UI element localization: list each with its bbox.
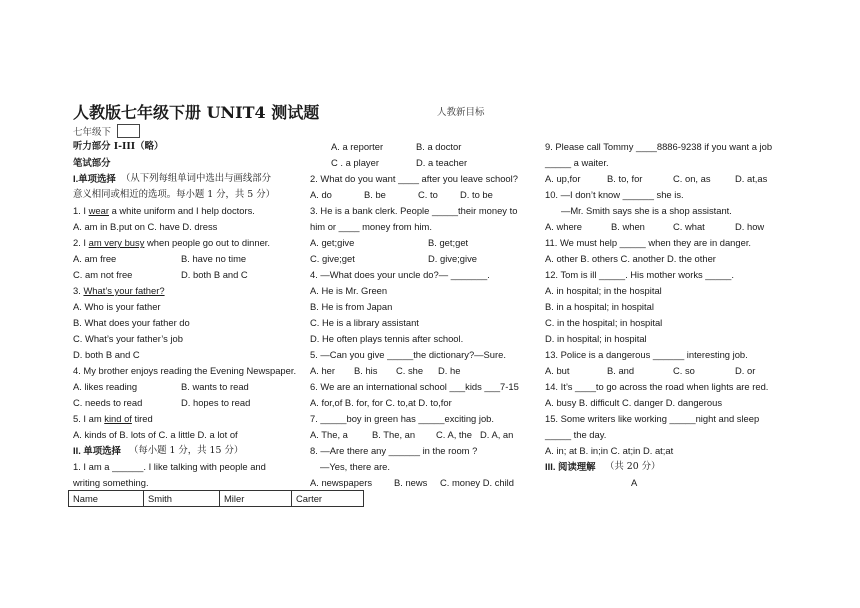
option-d: D. A, an [480,429,514,440]
question-3: 3. He is a bank clerk. People _____their money to [310,205,518,216]
question-7: 7. _____boy in green has _____exciting job. [310,413,494,424]
option-d: D. or [735,365,756,376]
option-a: A. her [310,365,336,376]
option-c: C. what [673,221,705,232]
question-10-reply: —Mr. Smith says she is a shop assistant. [561,205,732,216]
option-a: A. get;give [310,237,355,248]
option-b: B. wants to read [181,381,249,392]
page-title: 人教版七年级下册 UNIT4 测试题 [73,103,320,122]
option-d: D. to be [460,189,493,200]
left-column [73,139,303,491]
table-cell: Name [69,491,144,507]
question-1: 1. I wear a white uniform and I help doctors. [73,205,255,216]
option-b: B. a doctor [416,141,462,152]
section1-note: （从下列每组单词中选出与画线部分 [121,173,272,184]
option-d: D. give;give [428,253,477,264]
question-3-cont: him or ____ money from him. [310,221,432,232]
right-column [545,139,795,491]
option-b: B. He is from Japan [310,301,393,312]
option-a: A. am free [73,253,117,264]
question-5-options: A. kinds of B. lots of C. a little D. a lot of [73,429,238,440]
option-a: A. do [310,189,332,200]
question-5: 5. I am kind of tired [73,413,153,424]
written-heading: 笔试部分 [73,157,111,168]
option-d: D. hopes to read [181,397,251,408]
section3-note: （共 20 分） [605,461,661,472]
option-d: D. at,as [735,173,768,184]
question-9-cont: _____ a waiter. [545,157,609,168]
table-row [69,491,364,507]
table-cell: Miler [220,491,292,507]
option-d: D. how [735,221,765,232]
option-b: B. to, for [607,173,643,184]
option-b: B. news [394,477,428,488]
option-b: B. his [354,365,378,376]
option-a: A. newspapers [310,477,373,488]
question-11-options: A. other B. others C. another D. the other [545,253,716,264]
question-4: 4. My brother enjoys reading the Evening Newspaper. [73,365,297,376]
option-a: A. The, a [310,429,348,440]
passage-label: A [631,477,638,488]
option-d: D. in hospital; in hospital [545,333,647,344]
option-b: B. get;get [428,237,469,248]
option-b: B. when [611,221,645,232]
option-d: D. both B and C [181,269,248,280]
option-a: A. He is Mr. Green [310,285,388,296]
question-5: 5. —Can you give _____the dictionary?—Sure. [310,349,506,360]
option-a: A. a reporter [331,141,384,152]
section1-note-line2: 意义相同或相近的选项。每小题 1 分，共 5 分） [73,189,275,200]
question-14: 14. It’s ____to go across the road when lights are red. [545,381,769,392]
option-a: A. where [545,221,582,232]
option-c: C. What’s your father’s job [73,333,183,344]
question-15: 15. Some writers like working _____night and sleep [545,413,760,424]
page-subtitle: 人教新目标 [437,107,485,118]
option-c: C. she [396,365,424,376]
question-8: 8. —Are there any ______ in the room ? [310,445,478,456]
option-b: B. The, an [372,429,416,440]
section2-title: II. 单项选择 [73,445,121,456]
option-b: B. and [607,365,635,376]
option-d: D. both B and C [73,349,140,360]
question-14-options: A. busy B. difficult C. danger D. dangerous [545,397,723,408]
question-2: 2. What do you want ____ after you leave school? [310,173,518,184]
names-table [68,490,364,507]
s2-question-1: 1. I am a ______. I like talking with people and [73,461,266,472]
question-3: 3. What’s your father? [73,285,165,296]
question-6: 6. We are an international school ___kids ___7-15 [310,381,519,392]
middle-column [310,139,535,491]
option-a: A. in hospital; in the hospital [545,285,662,296]
option-d: D. a teacher [416,157,468,168]
section3-title: III. 阅读理解 [545,461,596,472]
option-c: C. to [418,189,438,200]
question-12: 12. Tom is ill _____. His mother works _____. [545,269,734,280]
option-b: B. in a hospital; in hospital [545,301,654,312]
option-c: C. He is a library assistant [310,317,419,328]
option-c: C. A, the [436,429,472,440]
option-b: B. What does your father do [73,317,190,328]
option-a: A. but [545,365,570,376]
question-8-reply: —Yes, there are. [320,461,391,472]
question-9: 9. Please call Tommy ____8886-9238 if you want a job [545,141,773,152]
option-c: C. so [673,365,695,376]
option-a: A. Who is your father [73,301,161,312]
question-15-options: A. in; at B. in;in C. at;in D. at;at [545,445,674,456]
option-c: C. give;get [310,253,355,264]
table-cell: Smith [144,491,220,507]
section2-note: （每小题 1 分，共 15 分） [129,445,244,456]
s2-question-1-cont: writing something. [73,477,149,488]
option-c: C. needs to read [73,397,143,408]
question-11: 11. We must help _____ when they are in danger. [545,237,752,248]
grade-input-box[interactable] [117,124,140,138]
question-4: 4. —What does your uncle do?— _______. [310,269,490,280]
option-d: D. he [438,365,461,376]
option-b: B. be [364,189,386,200]
option-c: C. in the hospital; in hospital [545,317,663,328]
question-10: 10. —I don’t know ______ she is. [545,189,684,200]
option-b: B. have no time [181,253,247,264]
option-c: C. am not free [73,269,133,280]
option-a: A. up,for [545,173,581,184]
question-15-cont: _____ the day. [545,429,607,440]
section1-title: I.单项选择 [73,173,116,184]
listening-heading: 听力部分 I-III（略） [73,141,164,152]
option-c: C. on, as [673,173,711,184]
table-cell: Carter [292,491,364,507]
option-d: D. He often plays tennis after school. [310,333,464,344]
option-a: A. likes reading [73,381,138,392]
question-1-options: A. am in B.put on C. have D. dress [73,221,218,232]
question-6-options: A. for,of B. for, for C. to,at D. to,for [310,397,452,408]
grade-label: 七年级下 [73,127,112,138]
option-c: C . a player [331,157,379,168]
option-c: C. money D. child [440,477,514,488]
question-13: 13. Police is a dangerous ______ interesting job. [545,349,748,360]
question-2: 2. I am very busy when people go out to dinner. [73,237,271,248]
